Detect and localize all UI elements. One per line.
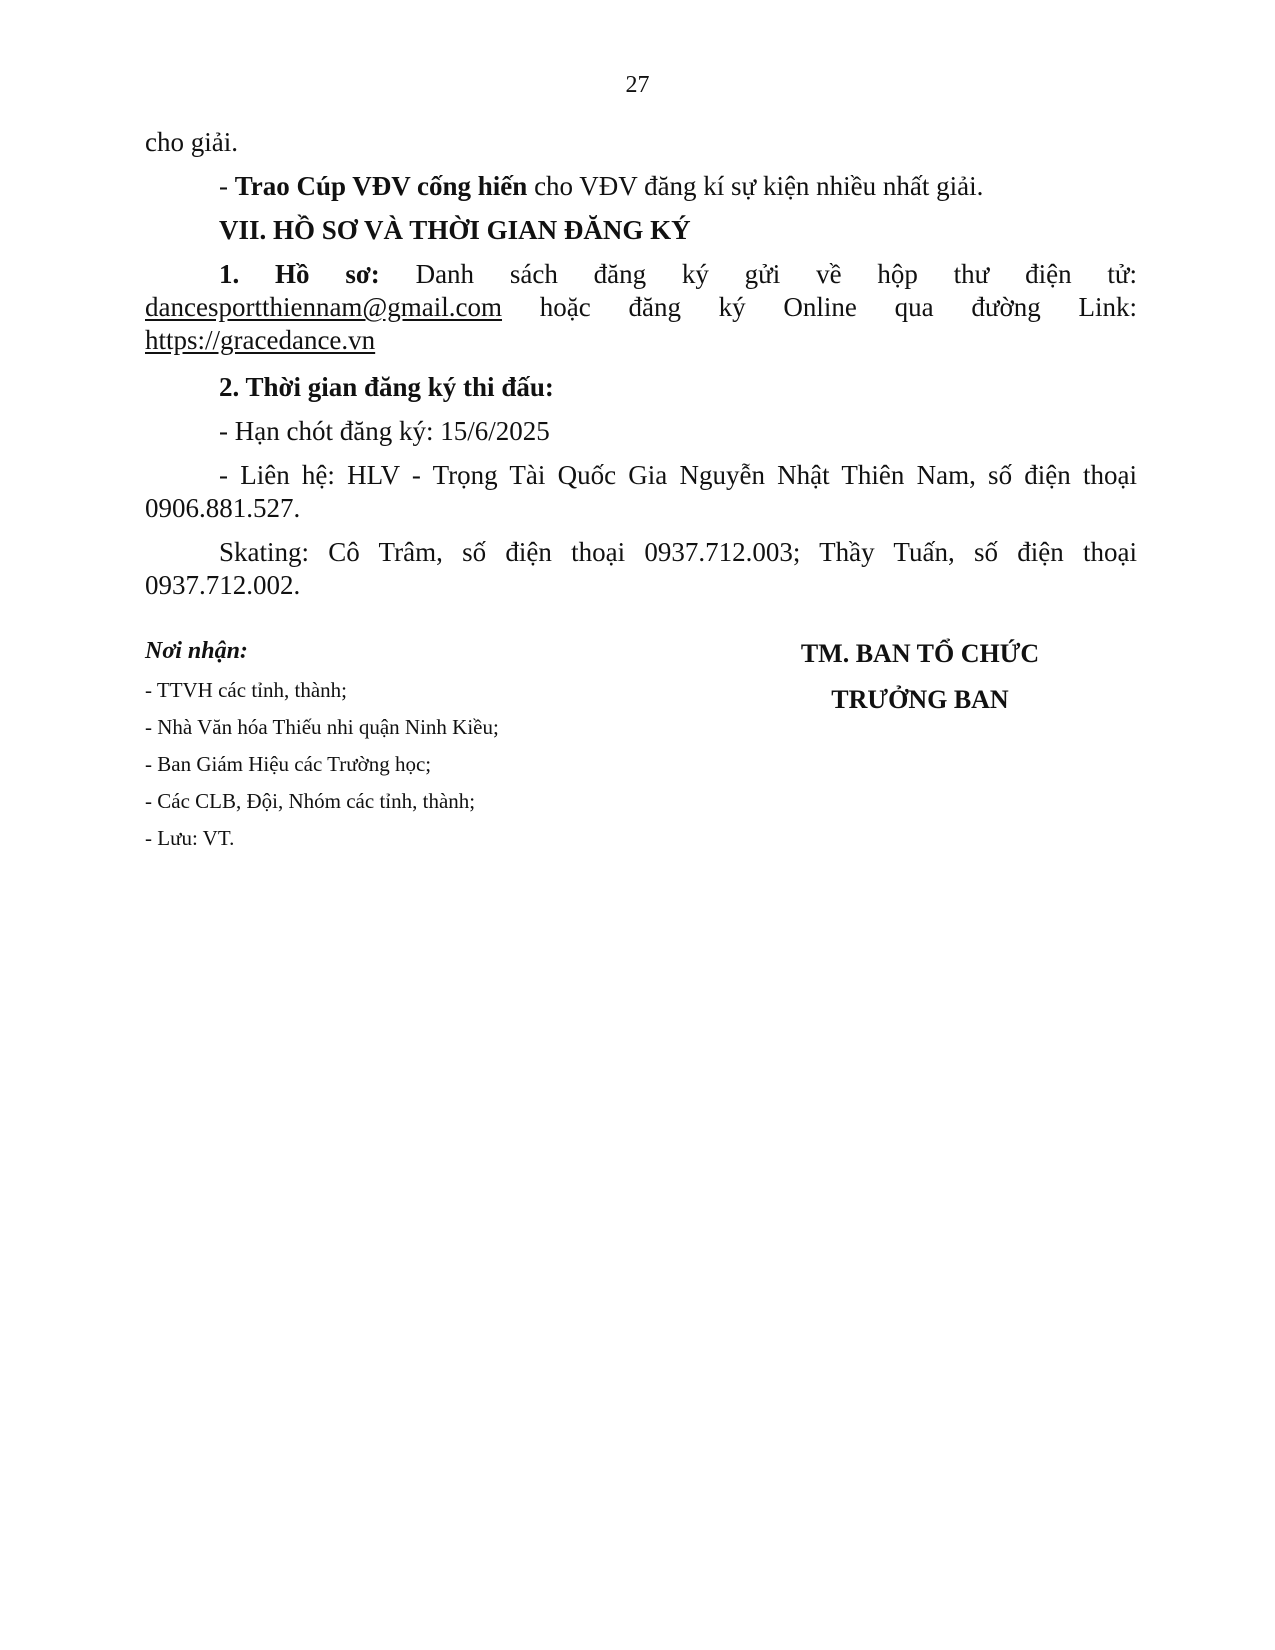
recipients-title: Nơi nhận: [145, 638, 248, 664]
section-heading: VII. HỒ SƠ VÀ THỜI GIAN ĐĂNG KÝ [219, 215, 691, 245]
dossier-label: 1. Hồ sơ: [219, 259, 380, 289]
contact-text: - Liên hệ: HLV - Trọng Tài Quốc Gia Nguyễn Nhật Thiên Nam, số điện thoại 0906.881.527. [145, 460, 1137, 523]
award-prefix: - [219, 171, 235, 201]
continuation-text: cho giải. [145, 127, 238, 157]
deadline-text: - Hạn chót đăng ký: 15/6/2025 [219, 416, 550, 446]
recipients-block [145, 638, 685, 864]
recipient-item: - Nhà Văn hóa Thiếu nhi quận Ninh Kiều; [145, 715, 499, 739]
recipient-item: - Các CLB, Đội, Nhóm các tỉnh, thành; [145, 789, 476, 813]
skating-contact-text: Skating: Cô Trâm, số điện thoại 0937.712.003; Thầy Tuấn, số điện thoại 0937.712.002. [145, 537, 1137, 600]
document-body [145, 126, 1137, 613]
signature-block [750, 638, 1090, 730]
dossier-paragraph [145, 258, 1137, 357]
registration-heading: 2. Thời gian đăng ký thi đấu: [219, 372, 554, 402]
recipient-item: - TTVH các tỉnh, thành; [145, 678, 347, 702]
recipient-item: - Lưu: VT. [145, 826, 235, 850]
page-number: 27 [625, 72, 650, 98]
email-link[interactable]: dancesportthiennam@gmail.com [145, 292, 503, 322]
signature-org: TM. BAN TỔ CHỨC [800, 639, 1040, 668]
award-name: Trao Cúp VĐV cống hiến [234, 171, 528, 201]
award-paragraph [145, 170, 1137, 203]
dossier-text-between: hoặc đăng ký Online qua đường Link: [502, 292, 1137, 322]
website-link[interactable]: https://gracedance.vn [145, 325, 376, 355]
dossier-text: Danh sách đăng ký gửi về hộp thư điện tử: [379, 259, 1137, 289]
signature-title: TRƯỞNG BAN [831, 685, 1009, 714]
award-description: cho VĐV đăng kí sự kiện nhiều nhất giải. [527, 171, 984, 201]
recipient-item: - Ban Giám Hiệu các Trường học; [145, 752, 432, 776]
